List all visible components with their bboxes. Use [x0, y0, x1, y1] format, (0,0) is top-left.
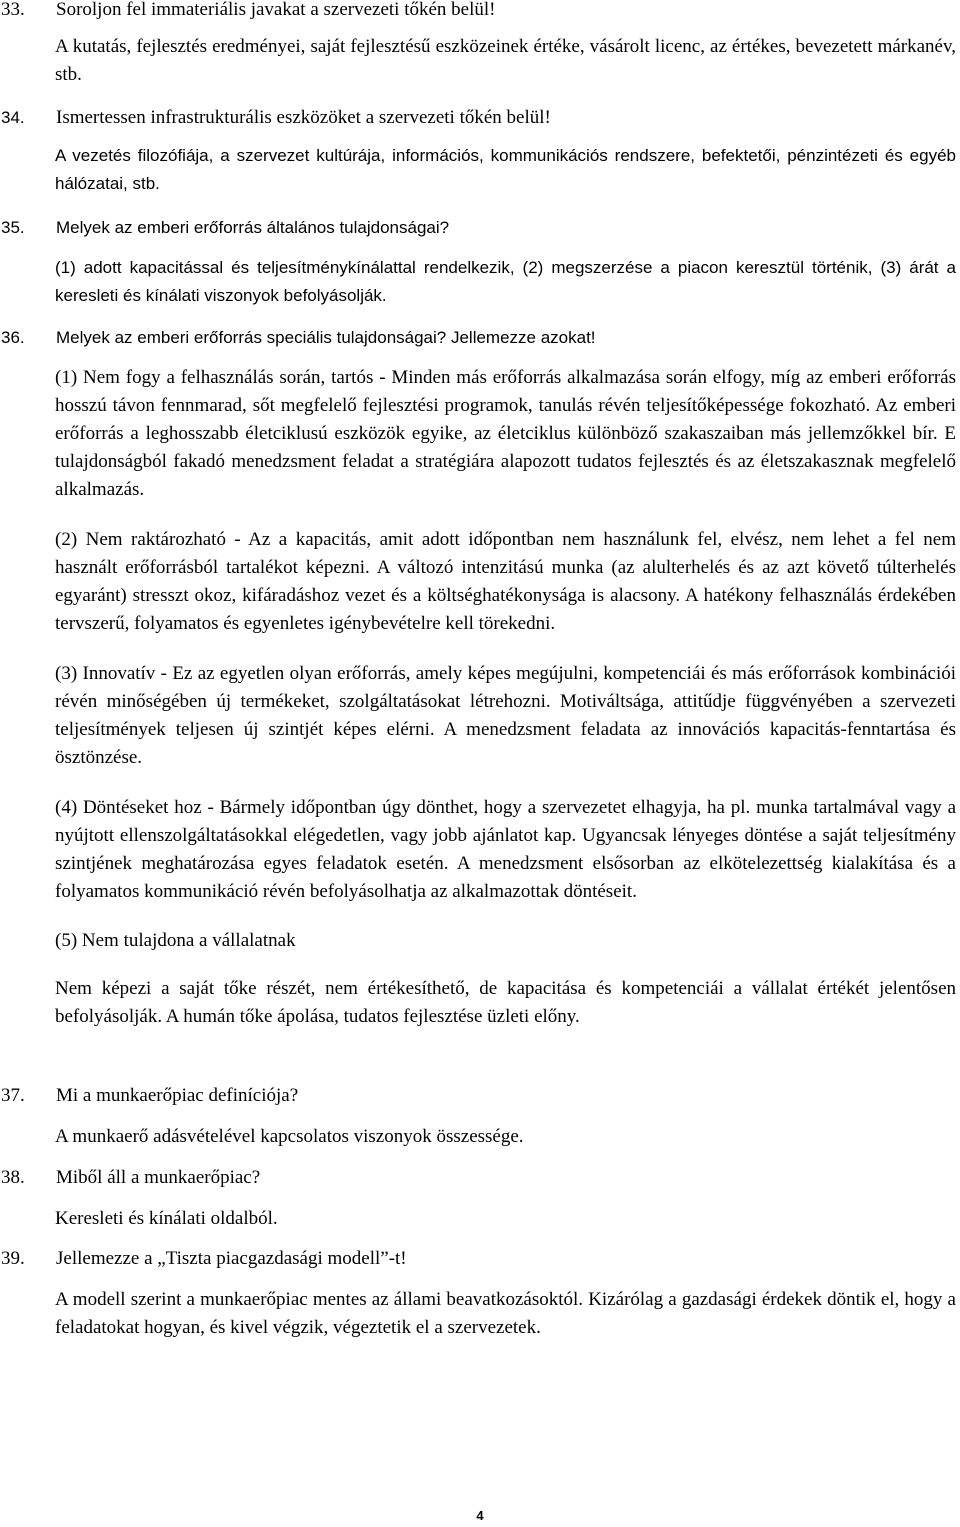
answer [55, 1205, 960, 1233]
answer-paragraph: (1) Nem fogy a felhasználás során, tartós - Minden más erőforrás alkalmazása során elfogy, míg az emberi erőforrás hosszú távon fennmarad, sőt megfelelő fejlesztési programok, tanulás révén teljesítőképessége fokozható. Az emberi erőforrás a leghosszabb életciklusú eszközök egyike, az életciklus különböző szakaszaiban más jellemzőkkel bír. E tulajdonságból fakadó menedzsment feladat a stratégiára alapozott tudatos fejlesztés és az életszakasznak megfelelő alkalmazás. [55, 367, 956, 500]
question-number: 34. [1, 108, 25, 127]
answer-paragraph: A kutatás, fejlesztés eredményei, saját fejlesztésű eszközeinek értéke, vásárolt licenc, az értékes, bevezetett márkanév, stb. [55, 36, 956, 85]
answer-paragraph: A vezetés filozófiája, a szervezet kultúrája, információs, kommunikációs rendszere, befektetői, pénzintézeti és egyéb hálózatai, stb. [55, 146, 956, 193]
answer-paragraph: A modell szerint a munkaerőpiac mentes az állami beavatkozásoktól. Kizárólag a gazdasági érdekek döntik el, hogy a feladatokat hogyan, és kivel végzik, végeztetik el a szervezetek. [55, 1289, 956, 1338]
answer [55, 33, 960, 89]
answer-paragraph: (5) Nem tulajdona a vállalatnak [55, 930, 296, 951]
question-text: Jellemezze a „Tiszta piacgazdasági modell”-t! [56, 1248, 407, 1269]
qa-item-34 [0, 104, 960, 198]
page-number: 4 [476, 1508, 484, 1523]
answer [55, 1286, 960, 1342]
question-number: 35. [1, 218, 25, 237]
question-number: 33. [1, 0, 25, 20]
question [0, 104, 960, 132]
answer-paragraph: Keresleti és kínálati oldalból. [55, 1208, 278, 1229]
qa-item-37 [0, 1082, 960, 1151]
question-number: 36. [1, 328, 25, 347]
question-text: Melyek az emberi erőforrás általános tulajdonságai? [56, 218, 450, 237]
question [0, 1082, 960, 1110]
question-text: Miből áll a munkaerőpiac? [56, 1167, 261, 1188]
question [0, 214, 960, 242]
question-text: Soroljon fel immateriális javakat a szervezeti tőkén belül! [56, 0, 496, 20]
question-text: Ismertessen infrastrukturális eszközöket a szervezeti tőkén belül! [56, 107, 551, 128]
qa-item-39 [0, 1245, 960, 1342]
answer-paragraph: (4) Döntéseket hoz - Bármely időpontban úgy dönthet, hogy a szervezetet elhagyja, ha pl. munka tartalmával vagy a nyújtott ellenszolgáltatásokkal elégedetlen, vagy jobb ajánlatot kap. Ugyancsak lényeges döntése a saját teljesítmény szintjének meghatározása egyes feladatok esetén. A menedzsment elsősorban az elkötelezettség kialakítása és a folyamatos kommunikáció révén befolyásolhatja az alkalmazottak döntéseit. [55, 797, 956, 902]
qa-item-35 [0, 214, 960, 310]
qa-item-36 [0, 324, 960, 1031]
answer-paragraph: A munkaerő adásvételével kapcsolatos viszonyok összessége. [55, 1126, 524, 1147]
question [0, 1164, 960, 1192]
question-number: 39. [1, 1248, 25, 1269]
answer-paragraph: (2) Nem raktározható - Az a kapacitás, amit adott időpontban nem használunk fel, elvész, nem lehet a fel nem használt erőforrásból tartalékot képezni. A változó intenzitású munka (az alulterhelés és az azt követő túlterhelés egyaránt) stresszt okoz, kifáradáshoz vezet és a költséghatékonysága is alacsony. A hatékony felhasználás érdekében tervszerű, folyamatos és egyenletes igénybevételre kell törekedni. [55, 529, 956, 634]
question [0, 324, 960, 352]
answer-paragraph: Nem képezi a saját tőke részét, nem értékesíthető, de kapacitása és kompetenciái a vállalat értékét jelentősen befolyásolják. A humán tőke ápolása, tudatos fejlesztése üzleti előny. [55, 978, 956, 1027]
question [0, 1245, 960, 1273]
answer [55, 254, 960, 310]
question-number: 38. [1, 1167, 25, 1188]
answer [55, 364, 960, 1031]
qa-item-38 [0, 1164, 960, 1233]
question-text: Mi a munkaerőpiac definíciója? [56, 1085, 299, 1106]
answer [55, 142, 960, 198]
answer [55, 1123, 960, 1151]
question [0, 0, 960, 24]
answer-paragraph: (1) adott kapacitással és teljesítménykínálattal rendelkezik, (2) megszerzése a piacon keresztül történik, (3) árát a keresleti és kínálati viszonyok befolyásolják. [55, 258, 956, 305]
qa-item-33 [0, 0, 960, 89]
question-number: 37. [1, 1085, 25, 1106]
question-text: Melyek az emberi erőforrás speciális tulajdonságai? Jellemezze azokat! [56, 328, 596, 347]
answer-paragraph: (3) Innovatív - Ez az egyetlen olyan erőforrás, amely képes megújulni, kompetenciái és más erőforrások kombinációi révén minőségében új termékeket, szolgáltatásokat létrehozni. Motiváltsága, attitűdje függvényében a szervezeti teljesítmények teljesen új szintjét képes elérni. A menedzsment feladata az innovációs kapacitás-fenntartása és ösztönzése. [55, 663, 956, 768]
